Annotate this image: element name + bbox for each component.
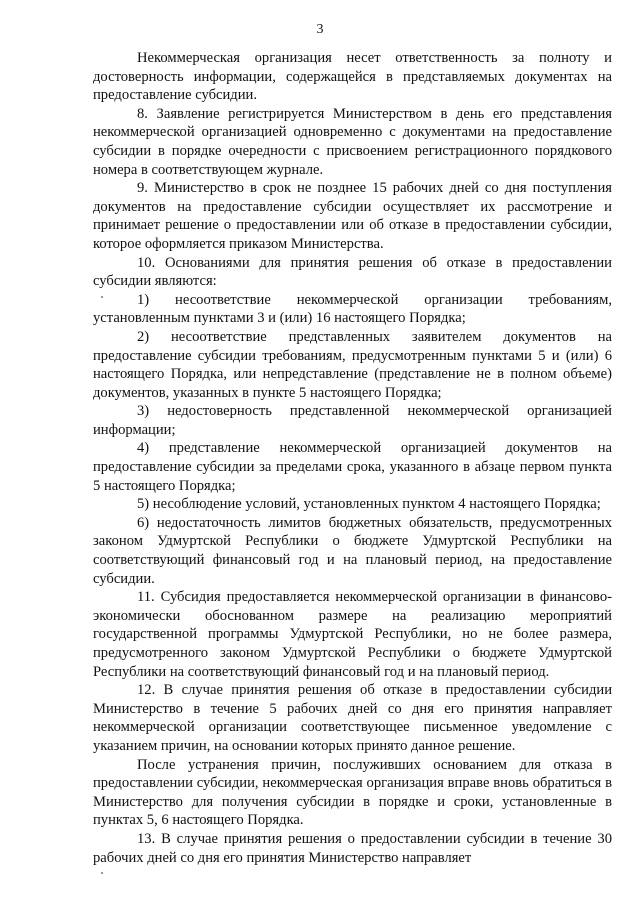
paragraph-item-9: 9. Министерство в срок не позднее 15 рабочих дней со дня поступления документов на предоставление субсидии осуществляет их рассмотрение и принимает решение о предоставлении или об отказе в предоставлении субсидии, которое оформляется приказом Министерства.	[93, 180, 612, 252]
paragraph-item-10: 10. Основаниями для принятия решения об отказе в предоставлении субсидии являются:	[93, 254, 612, 290]
document-body	[93, 49, 612, 867]
paragraph-item-10-4: 4) представление некоммерческой организацией документов на предоставление субсидии за пределами срока, указанного в абзаце первом пункта 5 настоящего Порядка;	[93, 440, 612, 494]
paragraph-item-12: 12. В случае принятия решения об отказе в предоставлении субсидии Министерство в течение 5 рабочих дней со дня его принятия направляет некоммерческой организации соответствующее письменное уведомление с указанием причин, на основании которых принято данное решение.	[93, 682, 612, 754]
paragraph-item-11: 11. Субсидия предоставляется некоммерческой организации в финансово-экономически обоснованном размере на реализацию мероприятий государственной программы Удмуртской Республики, но не более размера, предусмотренного законом Удмуртской Республики о бюджете Удмуртской Республики на соответствующий финансовый год и на плановый период.	[93, 589, 612, 680]
paragraph-after-elimination: После устранения причин, послуживших основанием для отказа в предоставлении субсидии, некоммерческая организация вправе вновь обратиться в Министерство для получения субсидии в порядке и сроки, установленные в пунктах 5, 6 настоящего Порядка.	[93, 756, 612, 829]
paragraph-item-13: 13. В случае принятия решения о предоставлении субсидии в течение 30 рабочих дней со дня его принятия Министерство направляет	[93, 830, 612, 866]
paragraph-item-10-5: 5) несоблюдение условий, установленных пунктом 4 настоящего Порядка;	[137, 496, 601, 513]
scan-speck	[101, 872, 103, 874]
paragraph-item-10-2: 2) несоответствие представленных заявителем документов на предоставление субсидии требованиям, предусмотренным пунктами 5 и (или) 6 настоящего Порядка, или непредставление (представление не в полном объеме) документов, указанных в пункте 5 настоящего Порядка;	[93, 328, 612, 401]
paragraph-item-10-1: 1) несоответствие некоммерческой организации требованиям, установленным пунктами 3 и (или) 16 настоящего Порядка;	[93, 291, 612, 327]
paragraph-item-8: 8. Заявление регистрируется Министерством в день его представления некоммерческой организацией одновременно с документами на предоставление субсидии в порядке очередности с присвоением регистрационного порядкового номера в соответствующем журнале.	[93, 105, 612, 178]
page-number: 3	[316, 22, 324, 37]
paragraph-item-10-6: 6) недостаточность лимитов бюджетных обязательств, предусмотренных законом Удмуртской Республики о бюджете Удмуртской Республики на соответствующий финансовый год и на плановый период, на предоставление субсидии.	[93, 514, 612, 587]
scan-speck	[101, 296, 103, 298]
paragraph-responsibility: Некоммерческая организация несет ответственность за полноту и достоверность информации, содержащейся в представляемых документах на предоставление субсидии.	[93, 50, 612, 104]
paragraph-item-10-3: 3) недостоверность представленной некоммерческой организацией информации;	[93, 403, 612, 438]
